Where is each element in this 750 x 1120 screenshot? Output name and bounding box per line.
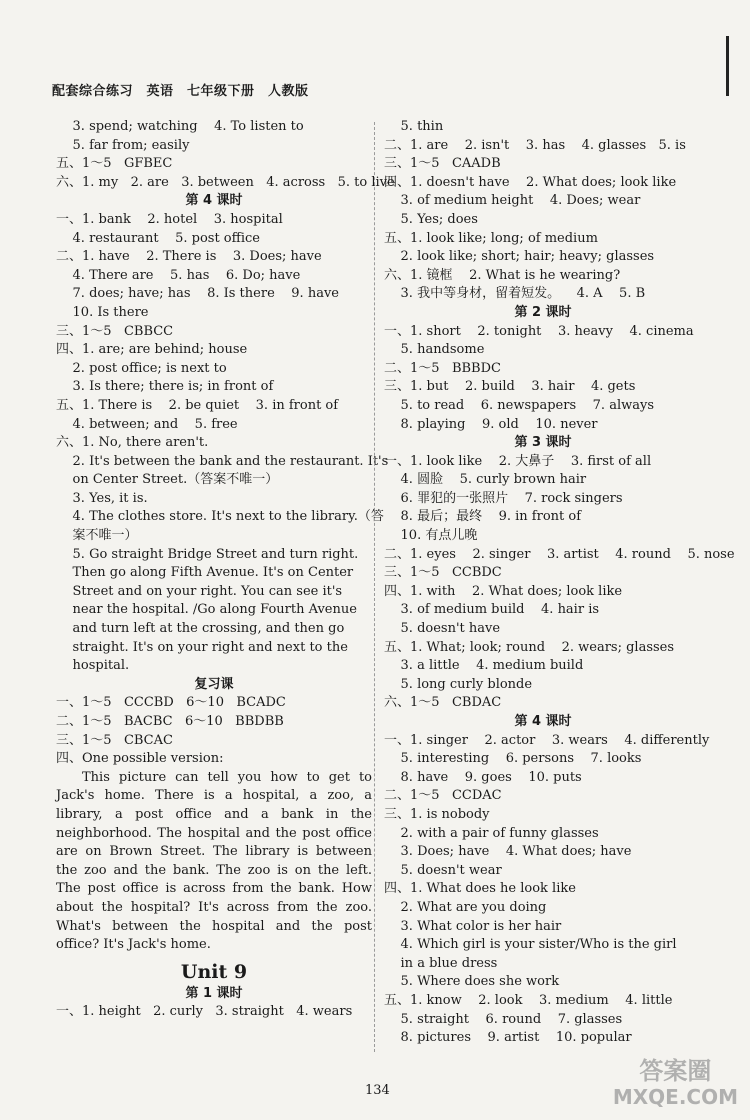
answer-line: 五、1～5 GFBEC bbox=[56, 156, 173, 172]
answer-line: 3. What color is her hair bbox=[384, 918, 562, 934]
answer-line: 四、1. doesn't have 2. What does; look like bbox=[384, 174, 677, 190]
answer-line: 二、1. eyes 2. singer 3. artist 4. round 5. nose bbox=[384, 546, 735, 562]
answer-line: 三、1～5 CBCAC bbox=[56, 732, 173, 748]
answer-line: 4. The clothes store. It's next to the library.（答 bbox=[56, 509, 384, 525]
answer-line: 三、1. but 2. build 3. hair 4. gets bbox=[384, 379, 636, 395]
answer-line: 5. handsome bbox=[384, 342, 485, 358]
answer-line: 二、1～5 CCDAC bbox=[384, 788, 502, 804]
page-number: 134 bbox=[365, 1083, 390, 1098]
answer-line: 一、1. bank 2. hotel 3. hospital bbox=[56, 211, 283, 227]
answer-line: 五、1. look like; long; of medium bbox=[384, 230, 598, 246]
answer-line: 8. 最后；最终 9. in front of bbox=[384, 509, 582, 525]
answer-line: 5. long curly blonde bbox=[384, 676, 533, 692]
answer-line: 5. far from; easily bbox=[56, 137, 190, 153]
answer-line: 五、1. What; look; round 2. wears; glasses bbox=[384, 639, 675, 655]
answer-line: 三、1～5 CBBCC bbox=[56, 323, 174, 339]
answer-line: straight. It's on your right and next to the bbox=[56, 639, 348, 655]
answer-line: 六、1. my 2. are 3. between 4. across 5. to live bbox=[56, 174, 395, 190]
answer-line: 五、1. There is 2. be quiet 3. in front of bbox=[56, 397, 339, 413]
answer-line: 5. straight 6. round 7. glasses bbox=[384, 1011, 623, 1027]
answer-line: 5. Yes; does bbox=[384, 211, 478, 227]
answer-line: 五、1. know 2. look 3. medium 4. little bbox=[384, 992, 673, 1008]
section-heading: 第 4 课时 bbox=[185, 193, 243, 209]
answer-line: 10. 有点儿晚 bbox=[384, 528, 478, 544]
answer-line: 4. Which girl is your sister/Who is the girl bbox=[384, 937, 677, 953]
answer-line: 四、1. with 2. What does; look like bbox=[384, 583, 623, 599]
answer-line: 六、1～5 CBDAC bbox=[384, 695, 502, 711]
answer-line: 案不唯一） bbox=[56, 528, 138, 544]
answer-line: 二、1. have 2. There is 3. Does; have bbox=[56, 249, 322, 265]
page-edge-mark bbox=[726, 36, 729, 96]
answer-line: 7. does; have; has 8. Is there 9. have bbox=[56, 286, 339, 302]
answer-line: 3. spend; watching 4. To listen to bbox=[56, 119, 304, 134]
answer-line: 一、1. height 2. curly 3. straight 4. wears bbox=[56, 1004, 353, 1020]
answer-line: 4. 圆脸 5. curly brown hair bbox=[384, 472, 587, 488]
answer-line: 二、1～5 BBBDC bbox=[384, 360, 501, 376]
answer-line: 2. What are you doing bbox=[384, 899, 547, 915]
section-heading: 第 2 课时 bbox=[514, 304, 572, 320]
answer-line: 3. 我中等身材，留着短发。 4. A 5. B bbox=[384, 286, 646, 302]
answer-line: 3. Yes, it is. bbox=[56, 490, 148, 506]
answer-line: 一、1. short 2. tonight 3. heavy 4. cinema bbox=[384, 323, 694, 339]
answer-line: 2. post office; is next to bbox=[56, 360, 227, 376]
answer-line: 四、1. What does he look like bbox=[384, 881, 576, 897]
essay-paragraph: This picture can tell you how to get to Jack's home. There is a hospital, a zoo, a library, a post office and a bank in the neighborhood. The hospital and the post office are on Brown Street. The library is between the zoo and the bank. The zoo is on the left. The post office is across from the bank. How about the hospital? It's across from the zoo. What's between the hospital and the post office? It's Jack's home. bbox=[56, 769, 372, 953]
answer-line: 一、1. look like 2. 大鼻子 3. first of all bbox=[384, 453, 652, 469]
answer-line: 二、1～5 BACBC 6～10 BBDBB bbox=[56, 714, 284, 729]
answer-line: 六、1. 镜框 2. What is he wearing? bbox=[384, 267, 621, 283]
answer-line: 5. to read 6. newspapers 7. always bbox=[384, 397, 654, 413]
answer-line: 二、1. are 2. isn't 3. has 4. glasses 5. is bbox=[384, 137, 686, 153]
answer-line: 一、1～5 CCCBD 6～10 BCADC bbox=[56, 695, 286, 711]
watermark-bottom: MXQE.COM bbox=[612, 1085, 738, 1109]
answer-line: and turn left at the crossing, and then go bbox=[56, 621, 345, 637]
answer-line: 一、1. singer 2. actor 3. wears 4. differently bbox=[384, 732, 710, 748]
section-heading: 第 1 课时 bbox=[185, 985, 243, 1001]
answer-line: 2. It's between the bank and the restaurant. It's bbox=[56, 453, 389, 469]
answer-line: 3. a little 4. medium build bbox=[384, 658, 584, 674]
answer-line: near the hospital. /Go along Fourth Avenue bbox=[56, 602, 357, 618]
answer-line: 5. doesn't have bbox=[384, 621, 501, 637]
answer-line: in a blue dress bbox=[384, 955, 498, 971]
answer-line: 3. Is there; there is; in front of bbox=[56, 379, 274, 395]
watermark-logo bbox=[613, 1058, 738, 1110]
answer-line: Street and on your right. You can see it's bbox=[56, 583, 343, 599]
page-header: 配套综合练习 英语 七年级下册 人教版 bbox=[52, 84, 309, 99]
answer-line: 四、1. are; are behind; house bbox=[56, 342, 248, 358]
answer-line: 3. Does; have 4. What does; have bbox=[384, 844, 632, 860]
answer-line: 3. of medium height 4. Does; wear bbox=[384, 193, 641, 209]
section-heading: 第 3 课时 bbox=[514, 435, 572, 451]
answer-line: 5. Go straight Bridge Street and turn right. bbox=[56, 546, 359, 562]
answer-line: 8. have 9. goes 10. puts bbox=[384, 769, 582, 785]
answer-line: 5. thin bbox=[384, 119, 444, 134]
answer-line: 六、1. No, there aren't. bbox=[56, 435, 209, 451]
answer-line: 4. restaurant 5. post office bbox=[56, 230, 260, 246]
answer-line: 6. 罪犯的一张照片 7. rock singers bbox=[384, 490, 623, 506]
answer-line: hospital. bbox=[56, 658, 130, 674]
answer-line: 四、One possible version: bbox=[56, 751, 224, 767]
answer-line: 三、1～5 CAADB bbox=[384, 156, 501, 172]
unit-title: Unit 9 bbox=[180, 960, 248, 983]
right-answer-column bbox=[384, 118, 735, 1048]
answer-line: Then go along Fifth Avenue. It's on Center bbox=[56, 565, 354, 581]
answer-line: 10. Is there bbox=[56, 304, 149, 320]
answer-line: 8. pictures 9. artist 10. popular bbox=[384, 1030, 632, 1046]
section-heading: 第 4 课时 bbox=[514, 714, 572, 729]
left-answer-column bbox=[56, 118, 395, 1022]
answer-line: 2. look like; short; hair; heavy; glasses bbox=[384, 249, 655, 265]
answer-line: 三、1. is nobody bbox=[384, 806, 490, 822]
answer-line: 3. of medium build 4. hair is bbox=[384, 602, 600, 618]
section-heading: 复习课 bbox=[194, 676, 234, 692]
answer-line: 三、1～5 CCBDC bbox=[384, 565, 502, 581]
answer-line: on Center Street.（答案不唯一） bbox=[56, 472, 279, 488]
answer-line: 8. playing 9. old 10. never bbox=[384, 416, 598, 432]
answer-line: 4. between; and 5. free bbox=[56, 416, 238, 432]
watermark-top: 答案圈 bbox=[639, 1057, 712, 1085]
answer-line: 4. There are 5. has 6. Do; have bbox=[56, 267, 301, 283]
answer-line: 5. interesting 6. persons 7. looks bbox=[384, 751, 642, 767]
answer-line: 5. Where does she work bbox=[384, 974, 560, 990]
column-divider bbox=[374, 122, 375, 1052]
answer-line: 5. doesn't wear bbox=[384, 862, 502, 878]
answer-line: 2. with a pair of funny glasses bbox=[384, 825, 599, 841]
